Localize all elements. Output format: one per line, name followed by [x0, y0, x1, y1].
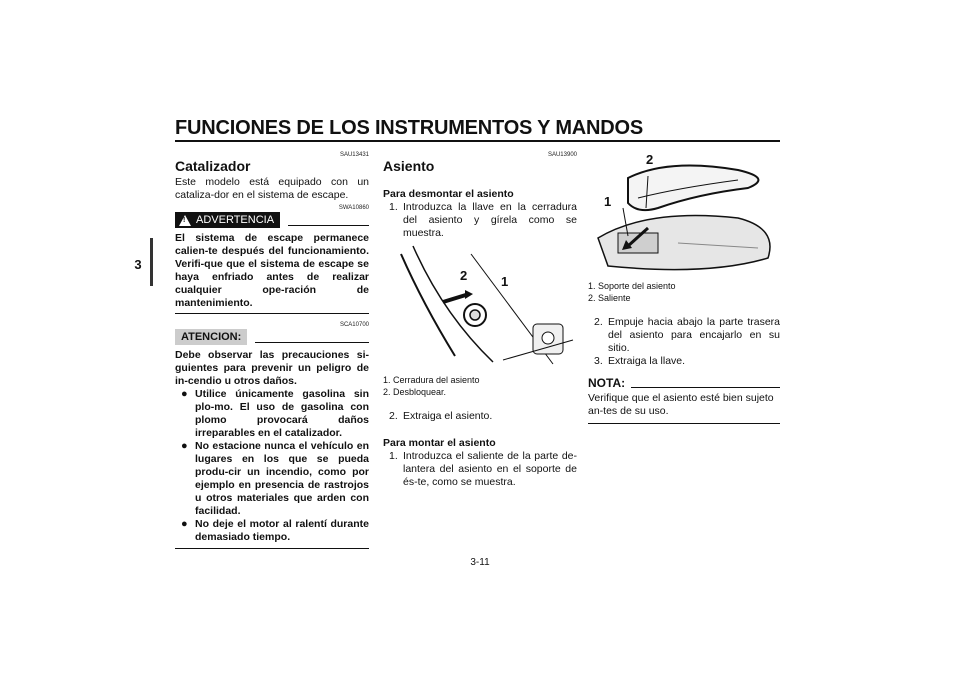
- seat-lock-figure: [383, 244, 577, 372]
- figure-caption-2: 2. Desbloquear.: [383, 387, 447, 397]
- figure-caption-1: 1. Cerradura del asiento: [383, 375, 480, 385]
- seat-bracket-illustration: [588, 148, 780, 276]
- page-title: FUNCIONES DE LOS INSTRUMENTOS Y MANDOS: [175, 117, 644, 139]
- bullet-list: [175, 388, 369, 544]
- intro-text: Este modelo está equipado con un cataliza-dor en el sistema de escape.: [175, 176, 369, 201]
- warning-header: [175, 212, 369, 228]
- step-3: 3. Extraiga la llave.: [594, 355, 686, 367]
- step-2: 2. Empuje hacia abajo la parte trasera del asiento para encajarlo en su sitio.: [594, 316, 780, 354]
- caution-header: [175, 329, 369, 345]
- note-end-rule: [588, 423, 780, 424]
- list-item: ● Utilice únicamente gasolina sin plo-mo. El uso de gasolina con plomo provocará daños irreparables en el catalizador.: [181, 388, 369, 439]
- figure-label-1: 1: [501, 274, 509, 289]
- chapter-bar: [150, 238, 153, 286]
- warning-triangle-icon: !: [179, 215, 191, 226]
- install-heading: Para montar el asiento: [383, 437, 496, 449]
- caution-badge: ATENCION:: [175, 329, 247, 345]
- section-code: SAU13900: [547, 152, 577, 158]
- caution-text: Debe observar las precauciones si-guientes para prevenir un peligro de in-cendio u otros daños.: [175, 349, 369, 387]
- warning-badge: [175, 212, 280, 228]
- note-label: NOTA:: [588, 376, 626, 390]
- seat-lock-illustration: [383, 244, 577, 372]
- figure-label-1: 1: [604, 194, 612, 209]
- figure-label-2: 2: [646, 152, 654, 167]
- column-catalizador: [175, 152, 369, 549]
- seat-bracket-figure: [588, 148, 780, 276]
- note-header: [588, 376, 780, 390]
- list-item: ● No deje el motor al ralentí durante demasiado tiempo.: [181, 518, 369, 543]
- note-rule: [631, 387, 780, 388]
- warning-rule: [288, 225, 369, 226]
- install-step-1: 1. Introduzca el saliente de la parte de-lantera del asiento en el soporte de és-te, como se muestra.: [389, 450, 577, 488]
- page-number: 3-11: [470, 557, 490, 568]
- figure-caption-1: 1. Soporte del asiento: [588, 281, 676, 291]
- list-item: ● No estacione nunca el vehículo en lugares en los que se pueda produ-cir un incendio, como por ejemplo en presencia de rastrojos u otros materiales que arden con facilidad.: [181, 440, 369, 517]
- warning-code: SWA10860: [338, 205, 369, 211]
- figure-caption-2: 2. Saliente: [588, 293, 631, 303]
- caution-end-rule: [175, 548, 369, 549]
- figure-label-2: 2: [460, 268, 468, 283]
- warning-end-rule: [175, 313, 369, 314]
- caution-rule: [255, 342, 369, 343]
- note-text: Verifique que el asiento esté bien sujeto an-tes de su uso.: [588, 392, 774, 417]
- column-asiento: [383, 152, 577, 489]
- section-heading: Asiento: [383, 158, 435, 174]
- caution-code: SCA10700: [339, 322, 369, 328]
- remove-heading: Para desmontar el asiento: [383, 188, 514, 200]
- section-code: SAU13431: [339, 152, 369, 158]
- column-asiento-cont: [588, 148, 780, 424]
- remove-step-1: 1. Introduzca la llave en la cerradura del asiento y gírela como se muestra.: [389, 201, 577, 239]
- section-heading: Catalizador: [175, 158, 251, 174]
- chapter-number: 3: [134, 256, 142, 272]
- warning-text: El sistema de escape permanece calien-te después del funcionamiento. Verifi-que que el sistema de escape se haya enfriado antes de realizar cualquier ope-ración de mantenimiento.: [175, 232, 369, 309]
- title-rule: [175, 140, 780, 142]
- remove-step-2: 2. Extraiga el asiento.: [389, 410, 493, 422]
- warning-label: ADVERTENCIA: [196, 214, 275, 226]
